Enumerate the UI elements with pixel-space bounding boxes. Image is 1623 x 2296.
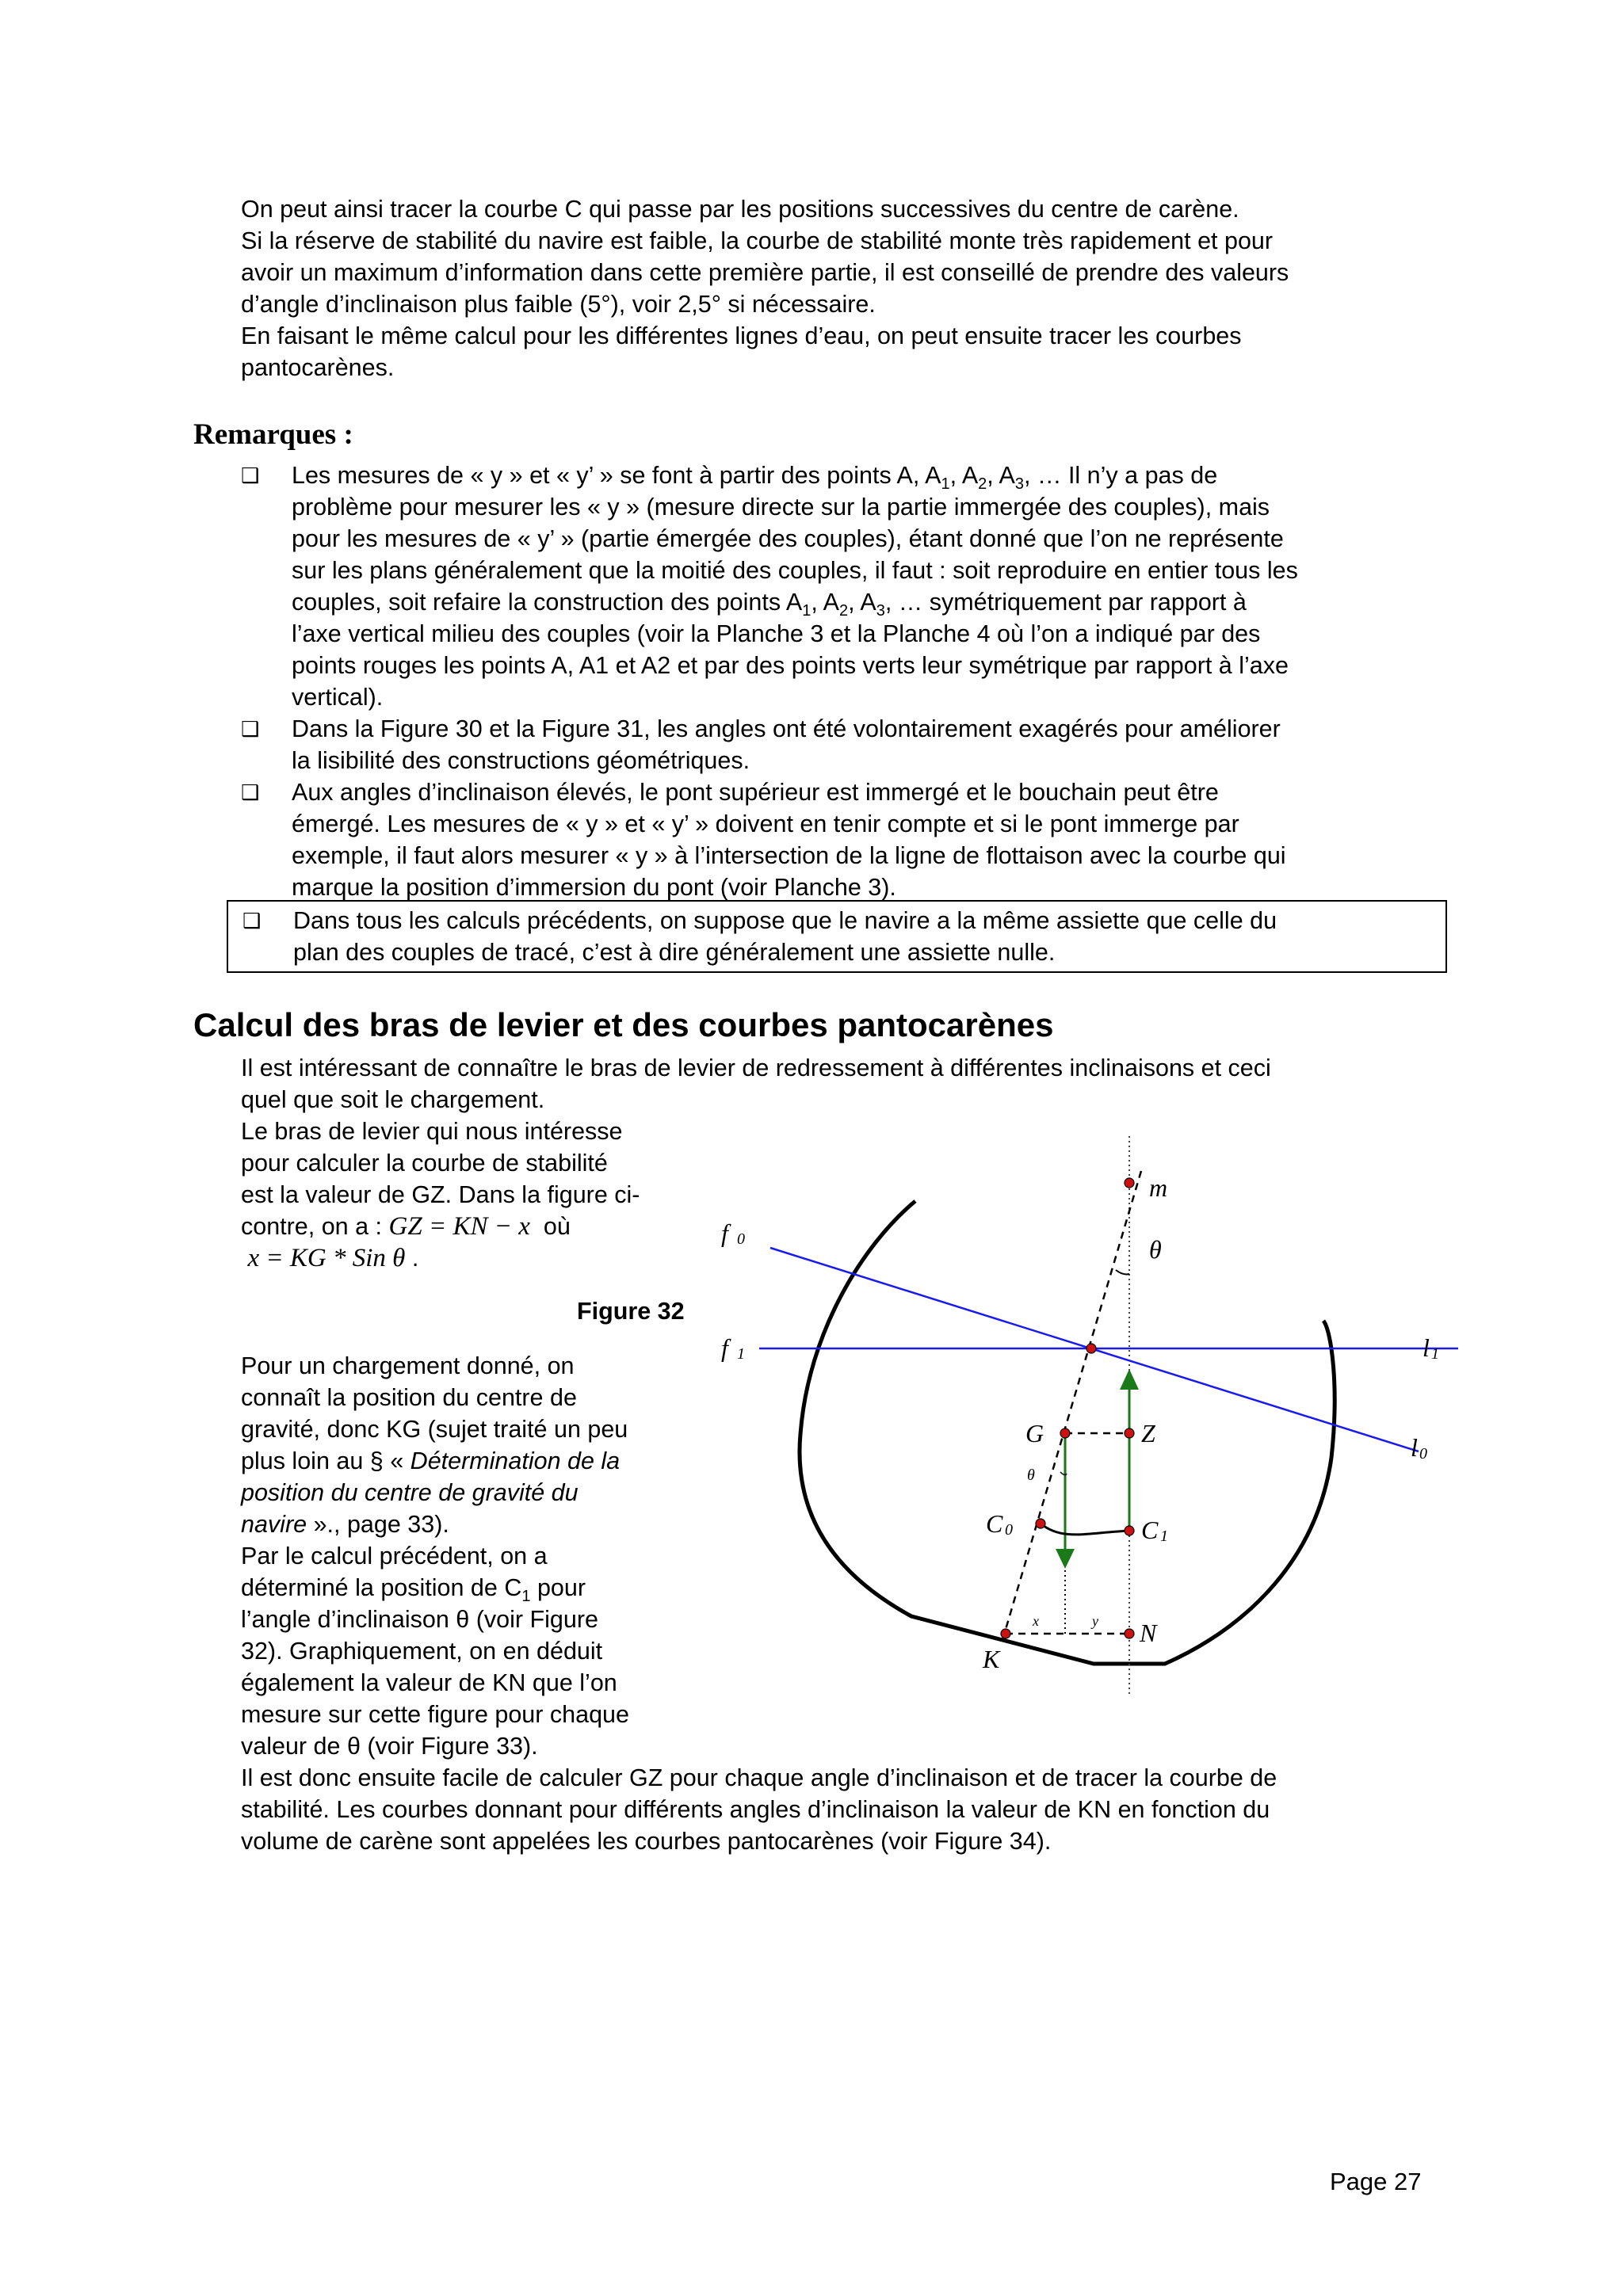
point-intersection xyxy=(1086,1344,1096,1353)
label-sub: 0 xyxy=(1005,1521,1013,1539)
buoyancy-arrow-icon xyxy=(1120,1369,1139,1390)
formula-line: contre, on a : GZ = KN − x où xyxy=(241,1212,571,1241)
checkbox-bullet-icon: ❑ xyxy=(241,463,260,487)
label-C: C xyxy=(986,1509,1003,1538)
point-N xyxy=(1125,1629,1134,1638)
left-col-line: connaît la position du centre de xyxy=(241,1384,577,1411)
label-f: f xyxy=(721,1333,728,1362)
list-item xyxy=(241,776,1445,903)
point-C0 xyxy=(1036,1519,1045,1528)
checkbox-bullet-icon: ❑ xyxy=(242,909,262,933)
label-C: C xyxy=(1141,1516,1159,1544)
remarque-line: pour les mesures de « y’ » (partie émergée des couples), étant donné que l’on ne représente xyxy=(292,525,1284,552)
remarque-line: Les mesures de « y » et « y’ » se font à partir des points A, $A_1$, $A_2$, $A_3$, … Il n’y a pas de xyxy=(292,462,1218,494)
label-G: G xyxy=(1025,1419,1044,1447)
left-col-line: déterminé la position de $C_1$ pour xyxy=(241,1574,586,1606)
point-C1 xyxy=(1125,1526,1134,1535)
remarque-line: émergé. Les mesures de « y » et « y’ » doivent en tenir compte et si le pont immerge par xyxy=(292,810,1239,837)
point-K xyxy=(1001,1629,1010,1638)
left-col-line: également la valeur de KN que l’on xyxy=(241,1669,617,1696)
point-G xyxy=(1060,1428,1070,1438)
left-col-line: navire »., page 33). xyxy=(241,1511,449,1538)
left-col-line: Par le calcul précédent, on a xyxy=(241,1543,548,1569)
remarque-line: sur les plans généralement que la moitié des couples, il faut : soit reproduire en entier tous les xyxy=(292,557,1298,584)
formula-x: x = KG * Sin θ xyxy=(247,1244,406,1272)
label-l: l xyxy=(1423,1333,1430,1362)
intro-line: Si la réserve de stabilité du navire est faible, la courbe de stabilité monte très rapidement et pour xyxy=(241,227,1274,254)
gravity-arrow-icon xyxy=(1056,1549,1075,1569)
intro-line: avoir un maximum d’information dans cette première partie, il est conseillé de prendre des valeurs xyxy=(241,259,1289,286)
label-K: K xyxy=(983,1645,1000,1673)
figure-32-diagram xyxy=(697,1125,1506,1711)
closing-line: volume de carène sont appelées les courbes pantocarènes (voir Figure 34). xyxy=(241,1828,1052,1855)
left-col-line: est la valeur de GZ. Dans la figure ci- xyxy=(241,1181,640,1208)
figure-caption: Figure 32 xyxy=(577,1298,685,1325)
label-sub: 1 xyxy=(1160,1527,1168,1545)
inclined-axis xyxy=(1002,1171,1141,1640)
remarque-line: exemple, il faut alors mesurer « y » à l’intersection de la ligne de flottaison avec la courbe qui xyxy=(292,842,1286,869)
remarque-line: Dans la Figure 30 et la Figure 31, les angles ont été volontairement exagérés pour améliorer xyxy=(292,715,1281,742)
section-intro xyxy=(241,1052,1477,1116)
remarque-line: points rouges les points A, A1 et A2 et par des points verts leur symétrique par rapport à l’axe xyxy=(292,652,1289,679)
label-y: y xyxy=(1092,1613,1098,1629)
section-intro-line: Il est intéressant de connaître le bras de levier de redressement à différentes inclinaisons et ceci xyxy=(241,1055,1271,1081)
label-N: N xyxy=(1140,1619,1157,1647)
point-m xyxy=(1125,1178,1134,1188)
page-number: Page 27 xyxy=(1330,2168,1422,2195)
label-Z: Z xyxy=(1141,1419,1155,1447)
remarque-line: Dans tous les calculs précédents, on suppose que le navire a la même assiette que celle du xyxy=(293,907,1277,934)
section-intro-line: quel que soit le chargement. xyxy=(241,1086,545,1113)
remarques-list xyxy=(241,460,1445,903)
intro-line: On peut ainsi tracer la courbe C qui passe par les positions successives du centre de carène. xyxy=(241,196,1239,223)
left-col-line: l’angle d’inclinaison θ (voir Figure xyxy=(241,1606,598,1633)
label-m: m xyxy=(1149,1173,1168,1202)
left-col-line: 32). Graphiquement, on en déduit xyxy=(241,1638,603,1665)
left-col-line: valeur de θ (voir Figure 33). xyxy=(241,1733,538,1760)
left-col-line: plus loin au § « Détermination de la xyxy=(241,1447,621,1474)
label-sub: 1 xyxy=(737,1345,745,1363)
remarque-line: l’axe vertical milieu des couples (voir la Planche 3 et la Planche 4 où l’on a indiqué par des xyxy=(292,620,1261,647)
label-f: f xyxy=(721,1219,728,1247)
remarque-line: Aux angles d’inclinaison élevés, le pont supérieur est immergé et le bouchain peut être xyxy=(292,779,1219,806)
remarques-title: Remarques : xyxy=(193,418,353,451)
left-col-line: Pour un chargement donné, on xyxy=(241,1352,575,1379)
checkbox-bullet-icon: ❑ xyxy=(241,780,260,804)
formula-line: x = KG * Sin θ . xyxy=(247,1244,419,1272)
label-sub: 0 xyxy=(737,1230,745,1248)
formula-gz: GZ = KN − x xyxy=(388,1212,530,1241)
label-theta-small: θ xyxy=(1027,1466,1035,1484)
list-item xyxy=(242,905,1445,968)
intro-paragraph xyxy=(241,193,1477,383)
intro-line: En faisant le même calcul pour les différentes lignes d’eau, on peut ensuite tracer les courbes xyxy=(241,322,1242,349)
boxed-remark xyxy=(227,900,1447,973)
point-Z xyxy=(1125,1428,1134,1438)
closing-line: Il est donc ensuite facile de calculer GZ pour chaque angle d’inclinaison et de tracer la courbe de xyxy=(241,1764,1277,1791)
closing-paragraph xyxy=(241,1762,1477,1857)
label-l: l xyxy=(1411,1433,1418,1462)
closing-line: stabilité. Les courbes donnant pour différents angles d’inclinaison la valeur de KN en fonction du xyxy=(241,1796,1270,1823)
left-col-line: mesure sur cette figure pour chaque xyxy=(241,1701,629,1728)
remarque-line: couples, soit refaire la construction des points $A_1$, $A_2$, $A_3$, … symétriquement par rapport à xyxy=(292,589,1247,620)
intro-line: pantocarènes. xyxy=(241,354,395,381)
left-col-line: pour calculer la courbe de stabilité xyxy=(241,1150,608,1177)
remarque-line: problème pour mesurer les « y » (mesure directe sur la partie immergée des couples), mais xyxy=(292,494,1270,521)
theta-arc xyxy=(1116,1270,1129,1274)
label-sub: 0 xyxy=(1419,1445,1427,1463)
label-x: x xyxy=(1033,1613,1039,1629)
left-col-line: gravité, donc KG (sujet traité un peu xyxy=(241,1416,628,1443)
remarque-line: marque la position d’immersion du pont (voir Planche 3). xyxy=(292,874,896,901)
label-theta: θ xyxy=(1149,1235,1162,1264)
section-heading: Calcul des bras de levier et des courbes pantocarènes xyxy=(193,1006,1054,1043)
remarque-line: vertical). xyxy=(292,684,384,711)
list-item xyxy=(241,713,1445,776)
list-item xyxy=(241,460,1445,713)
checkbox-bullet-icon: ❑ xyxy=(241,717,260,741)
left-column-a xyxy=(241,1116,701,1274)
left-column-b xyxy=(241,1350,701,1762)
label-sub: 1 xyxy=(1431,1345,1439,1363)
intro-line: d’angle d’inclinaison plus faible (5°), voir 2,5° si nécessaire. xyxy=(241,291,876,318)
remarque-line: plan des couples de tracé, c’est à dire généralement une assiette nulle. xyxy=(293,939,1056,966)
c-curve xyxy=(1041,1524,1129,1535)
left-col-line: Le bras de levier qui nous intéresse xyxy=(241,1118,623,1145)
left-col-line: position du centre de gravité du xyxy=(241,1479,579,1506)
remarque-line: la lisibilité des constructions géométriques. xyxy=(292,747,750,774)
